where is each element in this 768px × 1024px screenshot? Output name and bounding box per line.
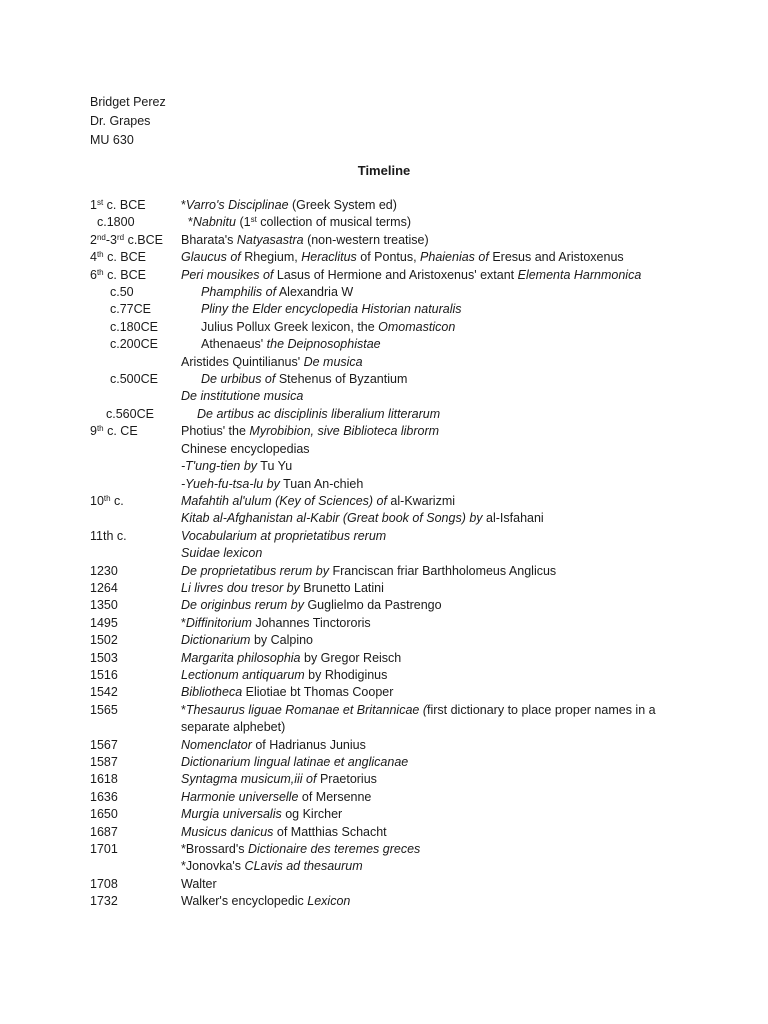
timeline-row bbox=[90, 371, 690, 388]
date-segment: -3 bbox=[105, 232, 117, 247]
desc-segment: of Hadrianus Junius bbox=[251, 737, 366, 752]
timeline-date bbox=[90, 267, 181, 284]
timeline-row bbox=[90, 510, 690, 527]
desc-segment: Omomasticon bbox=[378, 319, 456, 334]
timeline-date bbox=[90, 510, 181, 527]
date-segment: c.560CE bbox=[106, 406, 154, 421]
desc-segment: Peri mousikes of bbox=[181, 267, 274, 282]
timeline-date bbox=[90, 702, 181, 737]
desc-segment: by Rhodiginus bbox=[304, 667, 388, 682]
timeline-row bbox=[90, 563, 690, 580]
timeline-date bbox=[90, 876, 181, 893]
timeline-description bbox=[181, 824, 690, 841]
timeline-date bbox=[90, 476, 181, 493]
desc-segment: *Brossard's bbox=[181, 842, 248, 857]
desc-segment: (Greek System ed) bbox=[288, 198, 397, 212]
desc-segment: Brunetto Latini bbox=[299, 580, 384, 595]
timeline-row bbox=[90, 267, 690, 284]
timeline-row bbox=[90, 301, 690, 318]
timeline-description bbox=[181, 789, 690, 806]
desc-segment: Tuan An-chieh bbox=[279, 476, 364, 491]
instructor-name: Dr. Grapes bbox=[90, 114, 151, 128]
desc-segment: first dictionary to place proper names in a separate alphebet) bbox=[181, 702, 656, 735]
desc-segment: Harmonie universelle bbox=[181, 789, 299, 804]
desc-segment: Walker's encyclopedic bbox=[181, 894, 308, 909]
timeline-row bbox=[90, 388, 690, 405]
date-segment: 9 bbox=[90, 424, 97, 439]
timeline-date bbox=[90, 423, 181, 440]
desc-segment: Chinese encyclopedias bbox=[181, 441, 310, 456]
timeline-date bbox=[90, 789, 181, 806]
timeline-date bbox=[90, 841, 181, 858]
timeline-description bbox=[181, 754, 690, 771]
date-segment: th bbox=[96, 267, 104, 277]
date-segment: nd bbox=[96, 232, 106, 242]
timeline-description bbox=[181, 580, 690, 597]
timeline-date bbox=[90, 667, 181, 684]
date-segment: rd bbox=[116, 232, 125, 242]
timeline-date bbox=[90, 232, 181, 249]
date-segment: 1687 bbox=[90, 824, 118, 839]
date-segment: 1732 bbox=[90, 894, 118, 909]
timeline-description bbox=[181, 615, 690, 632]
timeline-description bbox=[181, 476, 690, 493]
desc-segment: (1 bbox=[235, 215, 251, 230]
timeline-row bbox=[90, 841, 690, 858]
date-segment: 1350 bbox=[90, 598, 118, 613]
desc-segment: * bbox=[188, 215, 193, 230]
date-segment: c.500CE bbox=[110, 372, 158, 387]
timeline-date bbox=[90, 737, 181, 754]
timeline-row bbox=[90, 893, 690, 910]
desc-segment: Suidae lexicon bbox=[181, 546, 263, 561]
desc-segment: st bbox=[250, 215, 257, 225]
desc-segment: Photius' the bbox=[181, 424, 250, 439]
date-segment: th bbox=[96, 424, 104, 434]
date-segment: 1503 bbox=[90, 650, 118, 665]
desc-segment: Syntagma musicum,iii of bbox=[181, 772, 317, 787]
date-segment: 10 bbox=[90, 493, 104, 508]
timeline-row bbox=[90, 214, 690, 231]
timeline-date bbox=[90, 858, 181, 875]
desc-segment: CLavis ad thesaurum bbox=[244, 859, 363, 874]
desc-segment: Athenaeus' bbox=[201, 337, 267, 352]
date-segment: c.77CE bbox=[110, 302, 151, 317]
desc-segment: Eliotiae bt Thomas Cooper bbox=[242, 685, 394, 700]
timeline-description bbox=[181, 876, 690, 893]
date-segment: 1495 bbox=[90, 615, 118, 630]
timeline-row bbox=[90, 806, 690, 823]
desc-segment: og Kircher bbox=[281, 807, 343, 822]
desc-segment: * bbox=[181, 615, 186, 630]
desc-segment: Bharata's bbox=[181, 232, 237, 247]
timeline-description bbox=[181, 510, 690, 527]
timeline-row bbox=[90, 737, 690, 754]
timeline-description bbox=[181, 458, 690, 475]
desc-segment: Nabnitu bbox=[192, 215, 236, 230]
timeline-description bbox=[201, 301, 690, 318]
timeline-date bbox=[90, 301, 201, 318]
timeline-description bbox=[181, 684, 690, 701]
timeline-date bbox=[90, 388, 181, 405]
desc-segment: Thesaurus liguae Romanae et Britannicae ( bbox=[185, 702, 427, 717]
date-segment: 1708 bbox=[90, 876, 118, 891]
date-segment: 1636 bbox=[90, 789, 118, 804]
desc-segment: Mafahtih al'ulum (Key of Sciences) of bbox=[181, 493, 387, 508]
timeline-date bbox=[90, 650, 181, 667]
timeline-description bbox=[181, 806, 690, 823]
timeline-date bbox=[90, 563, 181, 580]
date-segment: 6 bbox=[90, 267, 97, 282]
timeline-row bbox=[90, 615, 690, 632]
timeline-row bbox=[90, 354, 690, 371]
desc-segment: Myrobibion, sive Biblioteca librorm bbox=[249, 424, 440, 439]
desc-segment: * bbox=[181, 198, 186, 212]
course-code: MU 630 bbox=[90, 133, 134, 147]
desc-segment: Bibliotheca bbox=[181, 685, 243, 700]
timeline-description bbox=[201, 284, 690, 301]
timeline-date bbox=[90, 406, 197, 423]
timeline-description bbox=[181, 632, 690, 649]
timeline-description bbox=[201, 371, 690, 388]
desc-segment: of Pontus, bbox=[356, 250, 421, 265]
desc-segment: Nomenclator bbox=[181, 737, 252, 752]
timeline-row bbox=[90, 650, 690, 667]
date-segment: c.200CE bbox=[110, 337, 158, 352]
date-segment: c.BCE bbox=[124, 232, 164, 247]
timeline-row bbox=[90, 597, 690, 614]
date-segment: c. BCE bbox=[103, 267, 146, 282]
date-segment: 1650 bbox=[90, 807, 118, 822]
date-segment: 1264 bbox=[90, 580, 118, 595]
timeline-list bbox=[90, 197, 690, 911]
desc-segment: Alexandria W bbox=[276, 285, 354, 300]
timeline-row bbox=[90, 197, 690, 214]
timeline-description bbox=[181, 441, 690, 458]
date-segment: c. BCE bbox=[103, 250, 146, 265]
timeline-description bbox=[181, 493, 690, 510]
date-segment: c. bbox=[110, 493, 124, 508]
timeline-description bbox=[181, 232, 690, 249]
timeline-date bbox=[90, 824, 181, 841]
date-segment: th bbox=[103, 493, 111, 503]
timeline-description bbox=[201, 336, 690, 353]
date-segment: 1516 bbox=[90, 667, 118, 682]
desc-segment: * bbox=[181, 702, 186, 717]
desc-segment: -Yueh-fu-tsa-lu by bbox=[181, 476, 280, 491]
timeline-row bbox=[90, 249, 690, 266]
desc-segment: Praetorius bbox=[316, 772, 377, 787]
date-segment: 2 bbox=[90, 232, 97, 247]
desc-segment: -T'ung-tien by bbox=[181, 459, 258, 474]
timeline-row bbox=[90, 476, 690, 493]
desc-segment: Tu Yu bbox=[257, 459, 293, 474]
timeline-row bbox=[90, 702, 690, 737]
timeline-date bbox=[90, 197, 181, 214]
desc-segment: (non-western treatise) bbox=[303, 232, 429, 247]
desc-segment: Lasus of Hermione and Aristoxenus' extant bbox=[273, 267, 518, 282]
timeline-description bbox=[181, 563, 690, 580]
date-segment: 1502 bbox=[90, 633, 118, 648]
date-segment: 1587 bbox=[90, 755, 118, 769]
timeline-description bbox=[201, 319, 690, 336]
date-segment: st bbox=[96, 198, 104, 207]
timeline-row bbox=[90, 824, 690, 841]
timeline-date bbox=[90, 893, 181, 910]
timeline-date bbox=[90, 615, 181, 632]
page-title: Timeline bbox=[357, 163, 411, 178]
timeline-date bbox=[90, 249, 181, 266]
desc-segment: Varro's Disciplinae bbox=[185, 198, 289, 212]
date-segment: 1701 bbox=[90, 842, 118, 857]
desc-segment: Johannes Tinctororis bbox=[251, 615, 371, 630]
timeline-description bbox=[181, 388, 690, 405]
timeline-description bbox=[181, 197, 690, 214]
desc-segment: Heraclitus bbox=[301, 250, 357, 265]
timeline-description bbox=[181, 737, 690, 754]
date-segment: 11th c. bbox=[90, 528, 127, 543]
timeline-date bbox=[90, 632, 181, 649]
desc-segment: Eresus and Aristoxenus bbox=[488, 250, 624, 265]
date-segment: 1542 bbox=[90, 685, 118, 700]
timeline-description bbox=[181, 354, 690, 371]
timeline-description bbox=[181, 528, 690, 545]
timeline-description bbox=[181, 249, 690, 266]
desc-segment: Natyasastra bbox=[236, 232, 304, 247]
date-segment: c.1800 bbox=[97, 215, 135, 230]
desc-segment: Kitab al-Afghanistan al-Kabir (Great book of Songs) by bbox=[181, 511, 483, 526]
timeline-date bbox=[90, 597, 181, 614]
timeline-date bbox=[90, 319, 201, 336]
desc-segment: Lectionum antiquarum bbox=[181, 667, 305, 682]
timeline-row bbox=[90, 458, 690, 475]
timeline-description bbox=[181, 545, 690, 562]
timeline-row bbox=[90, 284, 690, 301]
date-segment: th bbox=[96, 250, 104, 260]
timeline-description bbox=[181, 667, 690, 684]
timeline-date bbox=[90, 545, 181, 562]
desc-segment: Vocabularium at proprietatibus rerum bbox=[181, 528, 387, 543]
desc-segment: Elementa Harnmonica bbox=[517, 267, 642, 282]
desc-segment: Phamphilis of bbox=[201, 285, 277, 300]
desc-segment: Guglielmo da Pastrengo bbox=[303, 598, 442, 613]
desc-segment: of Matthias Schacht bbox=[273, 824, 387, 839]
desc-segment: De artibus ac disciplinis liberalium litterarum bbox=[197, 406, 441, 421]
timeline-row bbox=[90, 319, 690, 336]
timeline-description bbox=[181, 597, 690, 614]
timeline-description bbox=[181, 267, 690, 284]
timeline-date bbox=[90, 771, 181, 788]
timeline-row bbox=[90, 528, 690, 545]
timeline-description bbox=[181, 858, 690, 875]
timeline-date bbox=[90, 528, 181, 545]
desc-segment: of Mersenne bbox=[298, 789, 372, 804]
date-segment: 1618 bbox=[90, 772, 118, 787]
desc-segment: by Gregor Reisch bbox=[300, 650, 402, 665]
timeline-description bbox=[181, 650, 690, 667]
timeline-row bbox=[90, 423, 690, 440]
timeline-description bbox=[188, 214, 690, 231]
desc-segment: Dictionarium lingual latinae et anglicanae bbox=[181, 755, 409, 769]
desc-segment: Franciscan friar Barthholomeus Anglicus bbox=[328, 563, 557, 578]
desc-segment: Julius Pollux Greek lexicon, the bbox=[201, 319, 379, 334]
timeline-date bbox=[90, 493, 181, 510]
desc-segment: Stehenus of Byzantium bbox=[275, 372, 408, 387]
timeline-row bbox=[90, 684, 690, 701]
date-segment: c. BCE bbox=[103, 198, 146, 212]
desc-segment: Diffinitorium bbox=[185, 615, 252, 630]
timeline-date bbox=[90, 754, 181, 771]
desc-segment: Musicus danicus bbox=[181, 824, 274, 839]
desc-segment: al-Kwarizmi bbox=[386, 493, 456, 508]
timeline-row bbox=[90, 667, 690, 684]
desc-segment: Glaucus of bbox=[181, 250, 241, 265]
desc-segment: De urbibus of bbox=[201, 372, 276, 387]
desc-segment: De originbus rerum by bbox=[181, 598, 304, 613]
timeline-date bbox=[90, 458, 181, 475]
desc-segment: Murgia universalis bbox=[181, 807, 282, 822]
date-segment: 1565 bbox=[90, 702, 118, 717]
timeline-row bbox=[90, 580, 690, 597]
desc-segment: Lexicon bbox=[307, 894, 351, 909]
desc-segment: by Calpino bbox=[250, 633, 314, 648]
timeline-description bbox=[181, 702, 690, 737]
desc-segment: Walter bbox=[181, 876, 217, 891]
timeline-date bbox=[90, 806, 181, 823]
date-segment: 4 bbox=[90, 250, 97, 265]
timeline-date bbox=[90, 371, 201, 388]
timeline-row bbox=[90, 441, 690, 458]
timeline-row bbox=[90, 632, 690, 649]
date-segment: 1567 bbox=[90, 737, 118, 752]
desc-segment: Rhegium, bbox=[240, 250, 302, 265]
desc-segment: De proprietatibus rerum by bbox=[181, 563, 329, 578]
desc-segment: the Deipnosophistae bbox=[266, 337, 381, 352]
date-segment: c.180CE bbox=[110, 319, 158, 334]
author-name: Bridget Perez bbox=[90, 95, 166, 109]
timeline-description bbox=[181, 893, 690, 910]
timeline-date bbox=[90, 441, 181, 458]
timeline-description bbox=[197, 406, 690, 423]
timeline-description bbox=[181, 771, 690, 788]
date-segment: 1 bbox=[90, 198, 97, 212]
desc-segment: al-Isfahani bbox=[482, 511, 544, 526]
date-segment: c. CE bbox=[103, 424, 138, 439]
timeline-date bbox=[90, 354, 181, 371]
timeline-row bbox=[90, 232, 690, 249]
desc-segment: Dictionaire des teremes greces bbox=[248, 842, 421, 857]
timeline-date bbox=[90, 580, 181, 597]
timeline-date bbox=[90, 284, 201, 301]
timeline-date bbox=[90, 684, 181, 701]
desc-segment: De musica bbox=[303, 354, 363, 369]
timeline-description bbox=[181, 841, 690, 858]
desc-segment: Margarita philosophia bbox=[181, 650, 301, 665]
timeline-description bbox=[181, 423, 690, 440]
desc-segment: Phaienias of bbox=[420, 250, 489, 265]
desc-segment: *Jonovka's bbox=[181, 859, 245, 874]
timeline-row bbox=[90, 876, 690, 893]
desc-segment: collection of musical terms) bbox=[256, 215, 412, 230]
timeline-row bbox=[90, 858, 690, 875]
timeline-row bbox=[90, 545, 690, 562]
timeline-date bbox=[90, 336, 201, 353]
document-header bbox=[90, 93, 166, 150]
timeline-row bbox=[90, 771, 690, 788]
timeline-row bbox=[90, 406, 690, 423]
desc-segment: Dictionarium bbox=[181, 633, 251, 648]
timeline-row bbox=[90, 493, 690, 510]
desc-segment: Li livres dou tresor by bbox=[181, 580, 300, 595]
desc-segment: Pliny the Elder encyclopedia Historian naturalis bbox=[201, 302, 462, 317]
date-segment: 1230 bbox=[90, 563, 118, 578]
timeline-row bbox=[90, 336, 690, 353]
desc-segment: Aristides Quintilianus' bbox=[181, 354, 304, 369]
date-segment: c.50 bbox=[110, 285, 134, 300]
timeline-row bbox=[90, 789, 690, 806]
timeline-date bbox=[90, 214, 188, 231]
desc-segment: De institutione musica bbox=[181, 389, 304, 404]
timeline-row bbox=[90, 754, 690, 771]
